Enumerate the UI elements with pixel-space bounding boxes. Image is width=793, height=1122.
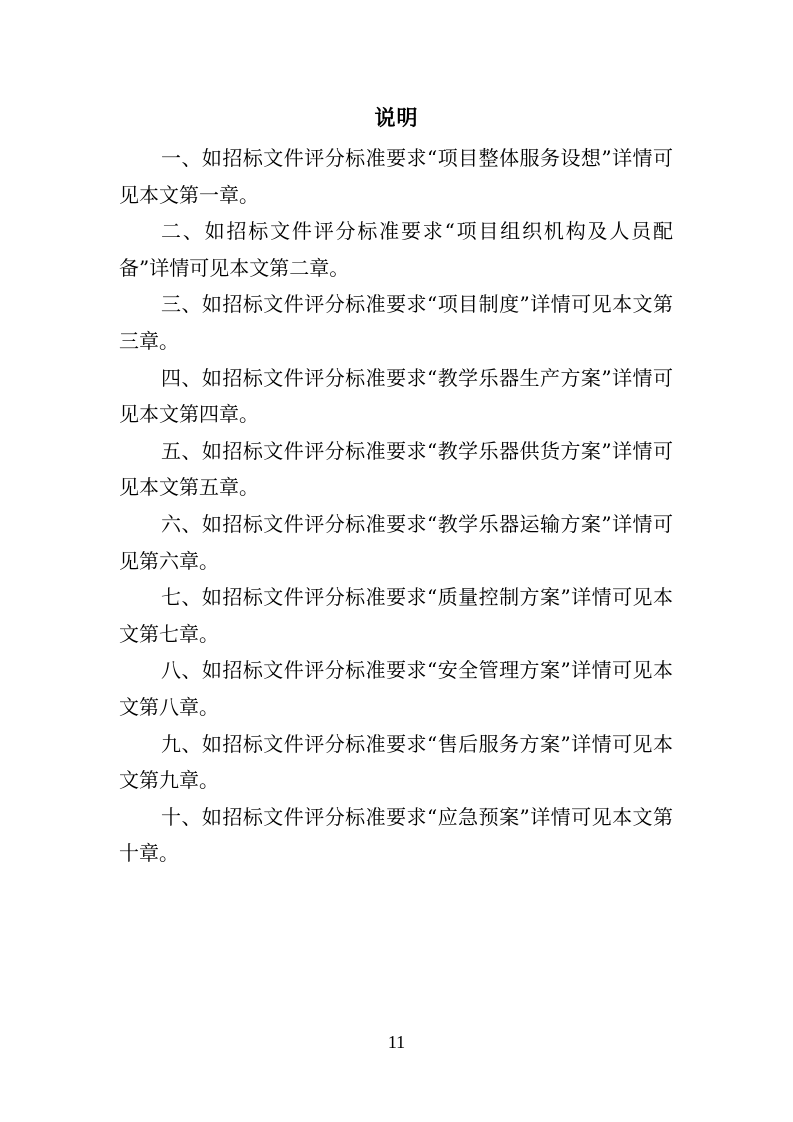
list-item: 六、如招标文件评分标准要求“教学乐器运输方案”详情可见第六章。 bbox=[119, 511, 673, 573]
list-item: 二、如招标文件评分标准要求“项目组织机构及人员配备”详情可见本文第二章。 bbox=[119, 219, 673, 280]
list-item: 五、如招标文件评分标准要求“教学乐器供货方案”详情可见本文第五章。 bbox=[119, 438, 673, 500]
list-item: 一、如招标文件评分标准要求“项目整体服务设想”详情可见本文第一章。 bbox=[119, 146, 673, 207]
list-item: 三、如招标文件评分标准要求“项目制度”详情可见本文第三章。 bbox=[119, 292, 673, 353]
list-item: 七、如招标文件评分标准要求“质量控制方案”详情可见本文第七章。 bbox=[119, 585, 673, 646]
page-title: 说明 bbox=[374, 105, 419, 130]
list-item: 十、如招标文件评分标准要求“应急预案”详情可见本文第十章。 bbox=[119, 804, 673, 866]
page-number: 11 bbox=[387, 1032, 406, 1052]
list-item: 八、如招标文件评分标准要求“安全管理方案”详情可见本文第八章。 bbox=[119, 658, 673, 719]
explanation-list bbox=[119, 140, 673, 872]
list-item: 九、如招标文件评分标准要求“售后服务方案”详情可见本文第九章。 bbox=[119, 731, 673, 793]
list-item: 四、如招标文件评分标准要求“教学乐器生产方案”详情可见本文第四章。 bbox=[119, 365, 673, 427]
